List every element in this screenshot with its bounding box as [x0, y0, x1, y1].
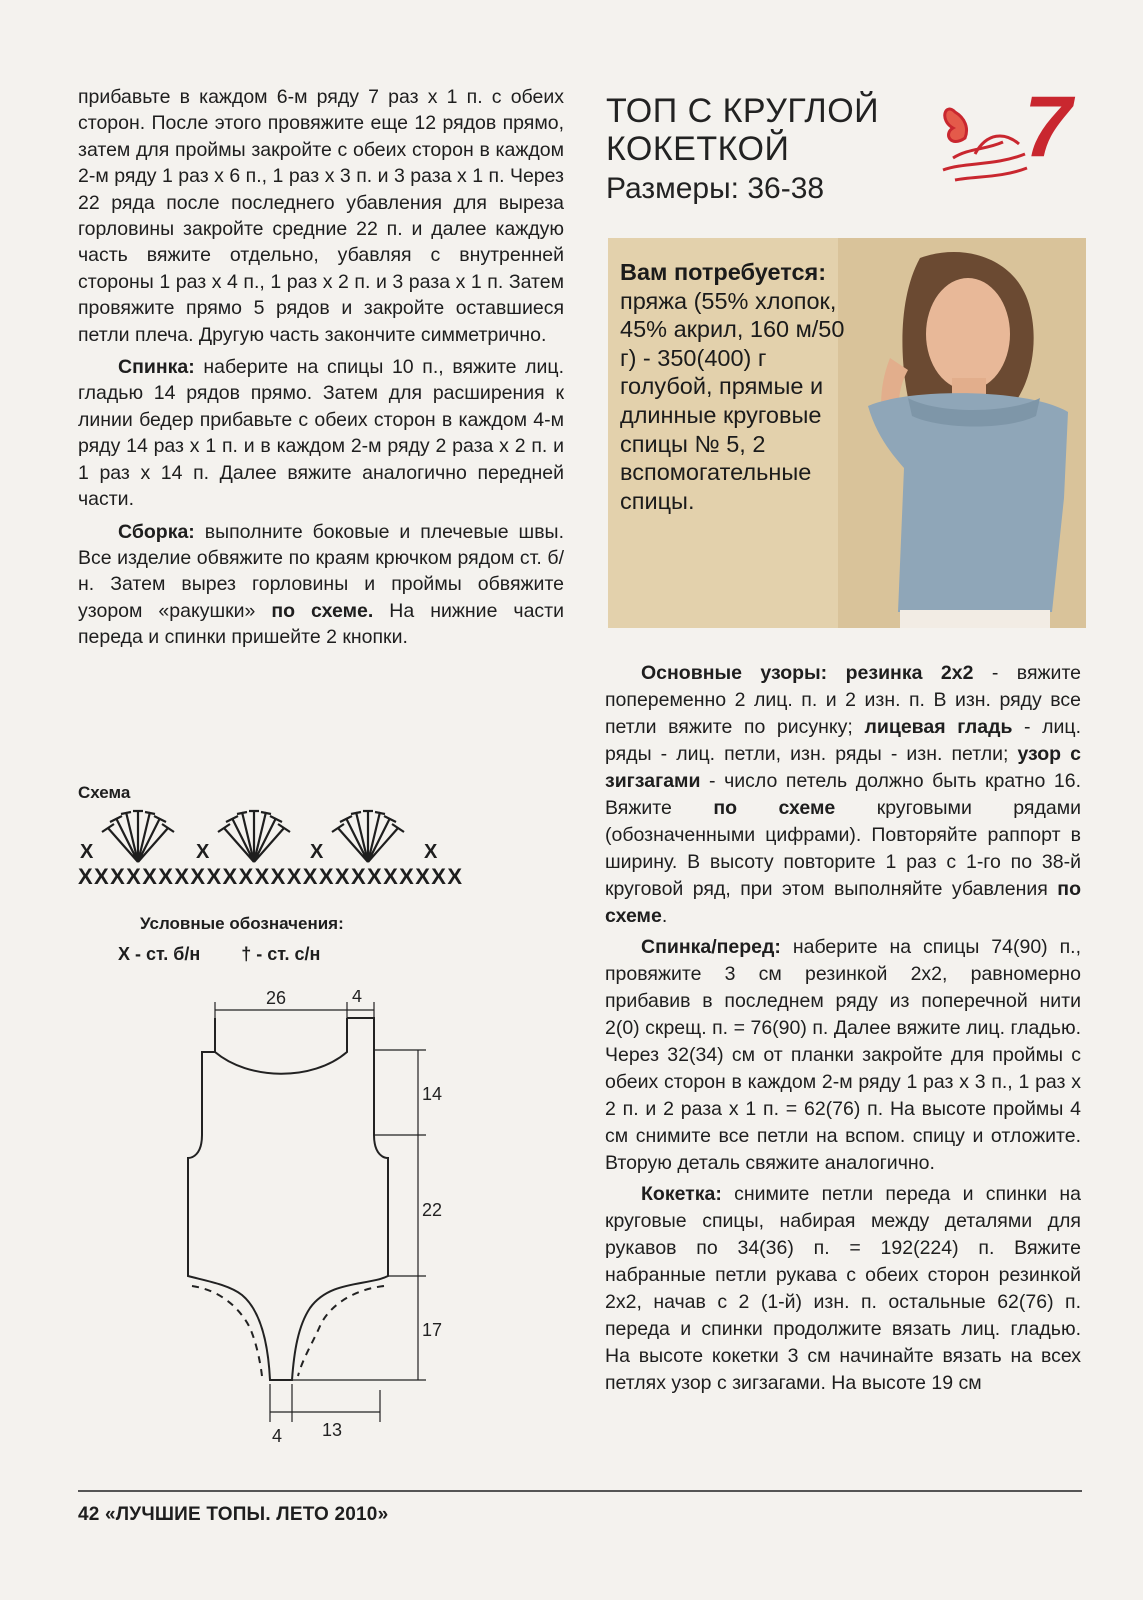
paragraph-yoke: Кокетка: снимите петли переда и спинки на круговые спицы, набирая между деталями для рукавов по 34(36) п. = 192(224) п. Вяжите набранные петли рукава с обеих сторон резинкой 2х2, начав с 2 (1-й) изн. п. остальные 62(76) п. переда и спинки продолжите вязать лиц. гладью. На высоте кокетки 3 см начинайте вязать на всех петлях узор с зигзагами. На высоте 19 см [605, 1183, 1081, 1394]
dashed-seam-right [298, 1286, 384, 1376]
svg-text:Х: Х [196, 841, 210, 863]
butterfly-ornament-icon [935, 92, 1035, 192]
single-crochet-row [78, 864, 462, 888]
left-column-text [78, 84, 564, 657]
svg-text:Х: Х [80, 841, 94, 863]
svg-text:Х: Х [424, 841, 438, 863]
page-footer: 42 «ЛУЧШИЕ ТОПЫ. ЛЕТО 2010» [78, 1504, 389, 1525]
legend-row [118, 944, 356, 965]
materials-heading: Вам потребуется: [620, 259, 827, 285]
crochet-shell-schema [78, 808, 478, 888]
legend-title: Условные обозначения: [140, 914, 344, 933]
right-column-text [605, 660, 1081, 1401]
shell-1 [102, 810, 174, 862]
shell-3 [332, 810, 404, 862]
footer-divider [78, 1490, 1082, 1492]
issue-number: 7 [1024, 79, 1072, 175]
paragraph-front-continued: прибавьте в каждом 6-м ряду 7 раз х 1 п. с обеих сторон. После этого провяжите еще 12 рядов прямо, затем для проймы закройте с обеих сторон в каждом 2-м ряду 1 раз х 6 п., 1 раз х 3 п. и 3 раза х 1 п. Через 22 ряда после последнего убавления для выреза горловины закройте средние 22 п. и далее каждую часть вяжите отдельно, убавляя с внутренней стороны 1 раз х 4 п., 1 раз х 2 п. и 3 раза х 1 п. Затем провяжите прямо 5 рядов и закройте оставшиеся петли плеча. Другую часть закончите симметрично. [78, 86, 564, 346]
schema-title: Схема [78, 783, 131, 802]
dashed-seam-left [192, 1286, 262, 1376]
materials-text: пряжа (55% хлопок, 45% акрил, 160 м/50 г) - 350(400) г голубой, прямые и длинные круговые спицы № 5, 2 вспомогательные спицы. [620, 287, 845, 514]
paragraph-assembly: Сборка: выполните боковые и плечевые швы. Все изделие обвяжите по краям крючком рядом ст. б/н. Затем вырез горловины и проймы обвяжите узором «ракушки» по схеме. На нижние части переда и спинки пришейте 2 кнопки. [78, 520, 564, 649]
svg-text:ХХХХХХХХХХХХХХХХХХХХХХХХ: ХХХХХХХХХХХХХХХХХХХХХХХХ [78, 864, 462, 888]
paragraph-patterns: Основные узоры: резинка 2х2 - вяжите попеременно 2 лиц. п. и 2 изн. п. В изн. ряду все петли вяжите по рисунку; лицевая гладь - лиц. ряды - лиц. петли, изн. ряды - изн. петли; узор с зигзагами - число петель должно быть кратно 16. Вяжите по схеме круговыми рядами (обозначенными цифрами). Повторяйте раппорт в ширину. В высоту повторите 1 раз с 1-го по 38-й круговой ряд, при этом выполняйте убавления по схеме. [605, 662, 1081, 927]
legend-single-crochet: Х - ст. б/н [118, 944, 201, 964]
dim-bottom-left: 4 [272, 1426, 283, 1446]
dim-top-neck: 26 [266, 990, 287, 1008]
paragraph-back: Спинка: наберите на спицы 10 п., вяжите лиц. гладью 14 рядов прямо. Затем для расширения к линии бедер прибавьте с обеих сторон в каждом 4-м ряду 14 раз х 1 п. и в каждом 2-м ряду 2 раза х 2 п. и 1 раз х 14 п. Далее вяжите аналогично передней части. [78, 356, 564, 511]
dim-height-bottom: 17 [422, 1320, 443, 1340]
paragraph-back-front: Спинка/перед: наберите на спицы 74(90) п., провяжите 3 см резинкой 2х2, равномерно прибавив в последнем ряду из поперечной нити 2(0) скрещ. п. = 76(90) п. Далее вяжите лиц. гладью. Через 32(34) см от планки закройте для проймы с обеих сторон в каждом 2-м ряду 1 раз х 3 п., 1 раз х 2 п. и 2 раза х 1 п. = 62(76) п. На высоте проймы 4 см снимите все петли на вспом. спицу и отложите. Вторую деталь свяжите аналогично. [605, 936, 1081, 1174]
dim-top-shoulder: 4 [352, 990, 363, 1006]
page-title: ТОП С КРУГЛОЙ КОКЕТКОЙ [606, 92, 880, 168]
dim-bottom-right: 13 [322, 1420, 343, 1440]
svg-text:Х: Х [310, 841, 324, 863]
sizes-line: Размеры: 36-38 [606, 172, 825, 205]
pattern-diagram [170, 990, 470, 1470]
shell-2 [218, 810, 290, 862]
legend-double-crochet: † - ст. с/н [241, 944, 321, 964]
dim-height-body: 22 [422, 1200, 443, 1220]
piece-outline [188, 1018, 388, 1380]
materials-block [620, 258, 856, 515]
dim-height-armhole: 14 [422, 1084, 443, 1104]
